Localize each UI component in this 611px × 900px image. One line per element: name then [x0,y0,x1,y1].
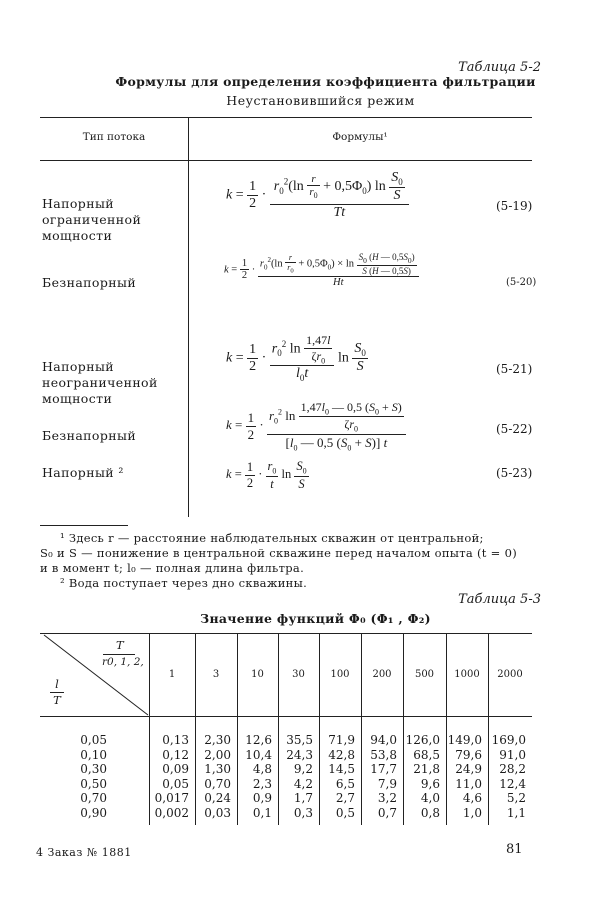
table-cell: 0,9 [252,791,272,805]
formula-5-21: k = $\frac{1}{2}$ · $r_0^2$ ln $\frac{1,47l}{\zeta r_0}$ $l_0t$ ln $\frac{S_0}{S}$ [226,333,366,384]
table-cell: 0,1 [252,805,272,820]
column-header: 500 [414,669,435,680]
equation-number: (5-22) [496,422,533,436]
data-column [403,733,440,820]
table-5-3-caption: Таблица 5-3 [458,592,541,607]
table-cell: 4,0 [420,791,440,805]
table-cell: 79,6 [455,747,482,762]
corner-label-t2: T [53,693,61,707]
flow-type-label: Напорный ограниченной мощности [42,196,142,243]
data-column [237,733,272,820]
data-column [195,733,231,820]
flow-type-label: Безнапорный [42,275,137,290]
column-header: 3 [212,669,220,680]
column-header: 1 [168,669,176,680]
footnote-rule [40,525,128,526]
table-5-2-caption: Таблица 5-2 [458,60,541,75]
formula-5-19: k = $\frac{1}{2}$ · $r_0^2(\ln$ $\frac{r}{r_0}$ + $0,5\Phi_0$) ln $\frac{S_0}{S}$ Tt [226,170,409,221]
table-cell: 0,3 [293,805,313,820]
table-cell: 1,30 [204,762,231,776]
table-cell: 14,5 [328,762,355,776]
column-header-formulas: Формулы¹ [332,131,388,143]
table-cell: 35,5 [286,733,313,747]
data-column [149,733,189,820]
table-5-3-title: Значение функций Φ₀ (Φ₁ , Φ₂) [200,611,431,626]
table-cell: 4,2 [293,776,313,791]
table-cell: 91,0 [499,747,526,762]
column-header: 2000 [497,669,523,680]
table-cell: 24,3 [286,747,313,762]
table-cell: 1,1 [506,805,526,820]
row-label: 0,70 [80,791,107,805]
table-cell: 2,00 [204,747,231,762]
table-cell: 3,2 [377,791,397,805]
data-column [278,733,313,820]
table-cell: 0,8 [420,805,440,820]
table-header-rule [40,160,532,161]
table-cell: 0,12 [162,747,189,762]
row-label-column [40,733,107,820]
formula-5-22: k = $\frac{1}{2}$ · $r_0^2$ ln $\frac{1,47l_0 — 0,5 (S_0 + S)}{\zeta r_0}$ [$l_0$ — 0,5 $(S_0 + S)$] t [226,400,406,452]
table-cell: 169,0 [491,733,526,747]
table-cell: 11,0 [455,776,482,791]
table-cell: 2,7 [335,791,355,805]
equation-number: (5-20) [506,277,537,288]
formula-5-23: k = $\frac{1}{2}$ · $\frac{r_0}{t}$ ln $\frac{S_0}{S}$ [226,459,307,491]
table-cell: 2,3 [252,776,272,791]
table-cell: 68,5 [413,747,440,762]
column-header: 200 [372,669,392,680]
flow-type-label: Напорный ² [42,465,124,480]
corner-label-t: T [116,638,124,652]
column-header-flow-type: Тип потока [82,131,146,143]
table-cell: 0,7 [377,805,397,820]
flow-type-label: Напорный неограниченной мощности [42,359,158,406]
row-label: 0,50 [80,776,107,791]
footnote-2: ² Вода поступает через дно скважины. [60,576,308,590]
formula-5-20: k = $\frac{1}{2}$ · $r_0^2(\ln$ $\frac{r}{r_0}$ + $0,5\Phi_0) \times \ln$ $\frac{S_0 (H — 0,5S_0)}{S (H — 0,5S)}$ Ht [224,252,419,288]
column-header: 100 [330,669,350,680]
flow-type-label: Безнапорный [42,428,137,443]
table-cell: 71,9 [328,733,355,747]
column-header: 1000 [454,669,480,680]
table-cell: 0,09 [162,762,189,776]
row-label: 0,10 [80,747,107,762]
page-number: 81 [506,842,523,857]
data-column [361,733,397,820]
table-cell: 4,8 [252,762,272,776]
table-cell: 0,017 [154,791,189,805]
table-cell: 21,8 [413,762,440,776]
equation-number: (5-21) [496,362,533,376]
table-cell: 12,6 [245,733,272,747]
table-cell: 5,2 [506,791,526,805]
footnote-1-cont: и в момент t; l₀ — полная длина фильтра. [40,561,305,575]
table-cell: 42,8 [328,747,355,762]
table-cell: 94,0 [370,733,397,747]
table-cell: 53,8 [370,747,397,762]
table-cell: 4,6 [462,791,482,805]
table-cell: 126,0 [405,733,440,747]
table-cell: 9,6 [420,776,440,791]
table-cell: 12,4 [499,776,526,791]
table-cell: 9,2 [293,762,313,776]
table-cell: 6,5 [335,776,355,791]
table-cell: 10,4 [245,747,272,762]
row-label: 0,05 [80,733,107,747]
table-cell: 17,7 [370,762,397,776]
table-cell: 1,0 [462,805,482,820]
corner-label-l: l [55,677,59,691]
column-header: 10 [251,669,264,680]
data-column [319,733,355,820]
column-header: 30 [292,669,305,680]
table-cell: 28,2 [499,762,526,776]
table-cell: 0,002 [154,805,189,820]
table-cell: 7,9 [377,776,397,791]
table-cell: 0,5 [335,805,355,820]
corner-fraction-bar [103,654,135,655]
table-5-2-subtitle: Неустановившийся режим [226,93,415,108]
table-5-2-title: Формулы для определения коэффициента фильтрации [115,74,536,89]
equation-number: (5-23) [496,466,533,480]
table-cell: 0,70 [204,776,231,791]
row-label: 0,90 [80,805,107,820]
corner-label-r: r0, 1, 2, [102,656,144,668]
table-cell: 0,05 [162,776,189,791]
data-column [446,733,482,820]
table-cell: 0,24 [204,791,231,805]
table-cell: 24,9 [455,762,482,776]
table-cell: 2,30 [204,733,231,747]
table-cell: 1,7 [293,791,313,805]
table-cell: 149,0 [447,733,482,747]
table-column-divider [188,117,189,517]
footnote-1-cont: S₀ и S — понижение в центральной скважине перед началом опыта (t = 0) [40,546,517,560]
row-label: 0,30 [80,762,107,776]
table-cell: 0,03 [204,805,231,820]
data-column [488,733,526,820]
equation-number: (5-19) [496,199,533,213]
footnote-1: ¹ Здесь r — расстояние наблюдательных скважин от центральной; [60,531,484,545]
table-cell: 0,13 [162,733,189,747]
printer-note: 4 Заказ № 1881 [36,846,132,859]
table-top-rule [40,117,532,118]
